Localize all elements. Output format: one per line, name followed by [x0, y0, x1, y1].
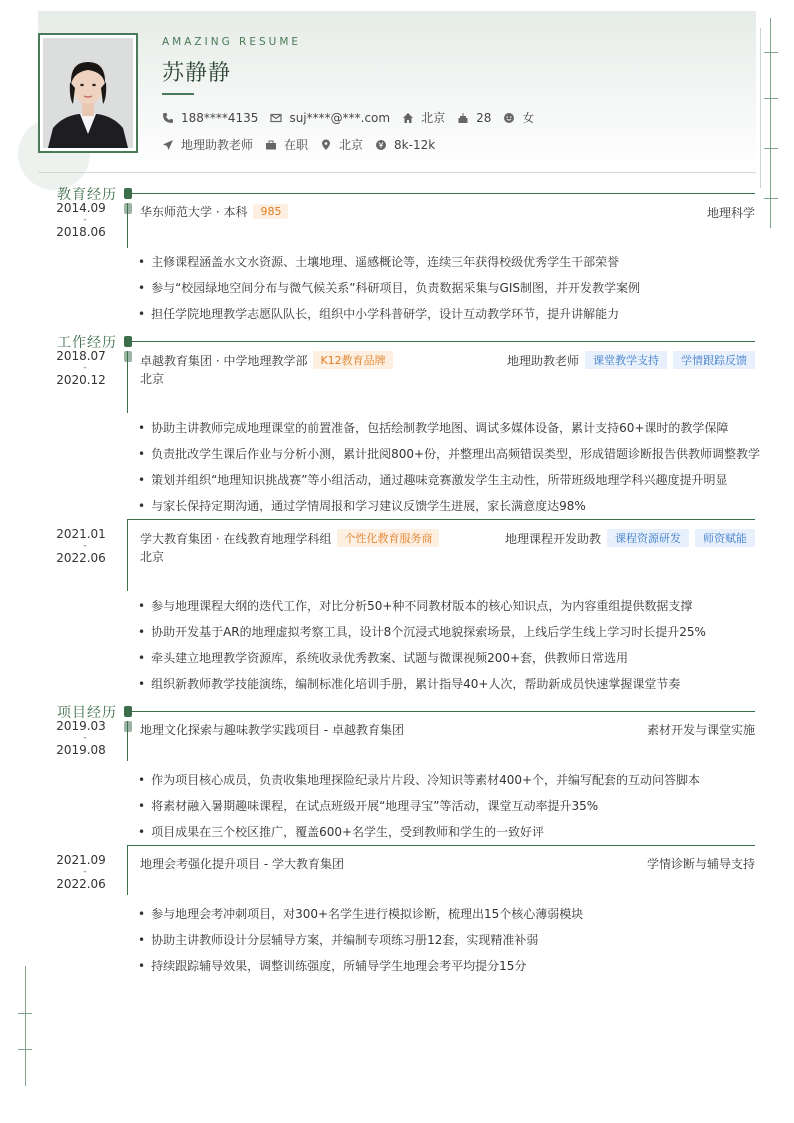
- avatar: [43, 38, 133, 148]
- skill-tag: 课堂教学支持: [585, 351, 667, 369]
- email-item: [270, 111, 390, 125]
- email-icon: [270, 112, 282, 124]
- date-separator: -: [83, 867, 87, 877]
- work1-company: [140, 351, 393, 369]
- school-name: 华东师范大学 · 本科: [140, 205, 248, 219]
- target-job-item: [162, 136, 253, 153]
- proj1-end-date: 2019.08: [56, 743, 106, 757]
- bullet-item: • 协助主讲教师完成地理课堂的前置准备，包括绘制教学地图、调试多媒体设备，累计支持60+课时的教学保障: [138, 419, 728, 436]
- section-title-education: 教育经历: [57, 187, 117, 203]
- target-city-item: [320, 136, 363, 153]
- header-tagline: AMAZING RESUME: [162, 36, 302, 48]
- city-item: [402, 109, 445, 126]
- work2-location: 北京: [140, 550, 165, 564]
- section-rule: [128, 341, 755, 342]
- bullet-item: • 组织新教师教学技能演练，编制标准化培训手册，累计指导40+人次，帮助新成员快速掌握课堂节奏: [138, 675, 680, 692]
- age-text: 28: [476, 110, 492, 125]
- role-text: 地理课程开发助教: [504, 531, 601, 546]
- entry-timeline: [127, 721, 128, 761]
- date-separator: -: [83, 215, 87, 225]
- entry-timeline: [127, 351, 128, 413]
- proj1-start-date: 2019.03: [56, 719, 106, 733]
- entry-marker: [124, 721, 132, 732]
- salary-text: 8k-12k: [394, 137, 436, 152]
- gender-text: 女: [522, 111, 535, 125]
- section-rule: [128, 711, 755, 712]
- city-text: 北京: [421, 111, 446, 125]
- status-item: [265, 136, 308, 153]
- work2-end-date: 2022.06: [56, 551, 106, 565]
- section-title-project: 项目经历: [57, 705, 117, 721]
- entry-divider: [127, 845, 755, 846]
- role-text: 学情诊断与辅导支持: [646, 857, 755, 871]
- bullet-item: • 协助开发基于AR的地理虚拟考察工具，设计8个沉浸式地貌探索场景，上线后学生线上学习时长提升25%: [138, 623, 706, 640]
- age-item: [457, 111, 491, 125]
- phone-item: [162, 111, 258, 125]
- edu-school: [140, 203, 288, 220]
- proj1-name: 地理文化探索与趣味教学实践项目 - 卓越教育集团: [140, 723, 404, 737]
- skill-tag: 课程资源研发: [607, 529, 689, 547]
- email-text: suj****@***.com: [289, 110, 391, 125]
- target-city-text: 北京: [339, 138, 364, 152]
- entry-timeline: [127, 519, 128, 591]
- profile-photo: [38, 33, 138, 153]
- name-underline: [162, 93, 194, 95]
- bullet-item: • 将素材融入暑期趣味课程，在试点班级开展“地理寻宝”等活动，课堂互动率提升35%: [138, 797, 598, 814]
- bullet-item: • 负责批改学生课后作业与分析小测，累计批阅800+份，并整理出高频错误类型，形成错题诊断报告供教师调整教学: [138, 445, 760, 462]
- bullet-item: • 主修课程涵盖水文水资源、土壤地理、遥感概论等，连续三年获得校级优秀学生干部荣誉: [138, 253, 619, 270]
- bullet-item: • 与家长保持定期沟通，通过学情周报和学习建议反馈学生进展，家长满意度达98%: [138, 497, 586, 514]
- edu-start-date: 2014.09: [56, 201, 106, 215]
- role-text: 素材开发与课堂实施: [646, 723, 755, 737]
- location-pin-icon: [320, 139, 332, 151]
- edu-end-date: 2018.06: [56, 225, 106, 239]
- entry-marker: [124, 351, 132, 362]
- work2-role: [505, 529, 755, 547]
- target-job-text: 地理助教老师: [181, 138, 254, 152]
- proj2-start-date: 2021.09: [56, 853, 106, 867]
- money-icon: [375, 139, 387, 151]
- proj2-end-date: 2022.06: [56, 877, 106, 891]
- skill-tag: 师资赋能: [695, 529, 755, 547]
- right-decor-tick: [764, 52, 778, 53]
- status-text: 在职: [284, 138, 309, 152]
- company-badge: 个性化教育服务商: [337, 529, 439, 547]
- section-rule: [128, 193, 755, 194]
- bullet-item: • 作为项目核心成员，负责收集地理探险纪录片片段、冷知识等素材400+个，并编写配套的互动问答脚本: [138, 771, 700, 788]
- bullet-item: • 协助主讲教师设计分层辅导方案，并编制专项练习册12套，实现精准补弱: [138, 931, 538, 948]
- work1-location: 北京: [140, 372, 165, 386]
- portrait-image: [43, 38, 133, 148]
- school-badge: 985: [253, 204, 288, 219]
- smile-icon: [503, 112, 515, 124]
- phone-text: 188****4135: [181, 110, 259, 125]
- left-decor-tick: [18, 1049, 32, 1050]
- entry-marker: [124, 203, 132, 214]
- right-decor-line: [770, 18, 771, 228]
- date-separator: -: [83, 363, 87, 373]
- major-text: 地理科学: [706, 206, 755, 220]
- bullet-item: • 持续跟踪辅导效果，调整训练强度，所辅导学生地理会考平均提分15分: [138, 957, 526, 974]
- work1-start-date: 2018.07: [56, 349, 106, 363]
- right-decor-tick: [764, 98, 778, 99]
- date-separator: -: [83, 733, 87, 743]
- phone-icon: [162, 112, 174, 124]
- company-badge: K12教育品牌: [313, 351, 392, 369]
- bullet-item: • 策划并组织“地理知识挑战赛”等小组活动，通过趣味竞赛激发学生主动性，所带班级地理学科兴趣度提升明显: [138, 471, 728, 488]
- proj2-role: [647, 855, 755, 872]
- edu-major: [707, 204, 755, 221]
- bullet-item: • 参与地理课程大纲的迭代工作，对比分析50+种不同教材版本的核心知识点，为内容重组提供数据支撑: [138, 597, 692, 614]
- work2-company: [140, 529, 439, 547]
- bullet-item: • 项目成果在三个校区推广，覆盖600+名学生，受到教师和学生的一致好评: [138, 823, 544, 840]
- home-icon: [402, 112, 414, 124]
- cake-icon: [457, 112, 469, 124]
- date-separator: -: [83, 541, 87, 551]
- proj2-name: 地理会考强化提升项目 - 学大教育集团: [140, 857, 344, 871]
- bullet-item: • 牵头建立地理教学资源库，系统收录优秀教案、试题与微课视频200+套，供教师日常选用: [138, 649, 628, 666]
- bullet-item: • 参与地理会考冲刺项目，对300+名学生进行模拟诊断，梳理出15个核心薄弱模块: [138, 905, 583, 922]
- section-title-work: 工作经历: [57, 335, 117, 351]
- work1-role: [507, 351, 755, 369]
- entry-divider: [127, 519, 755, 520]
- entry-timeline: [127, 203, 128, 248]
- candidate-name: 苏静静: [162, 61, 232, 86]
- header-divider: [38, 172, 756, 173]
- skill-tag: 学情跟踪反馈: [673, 351, 755, 369]
- left-decor-tick: [18, 1013, 32, 1014]
- job-intent-row: [162, 136, 447, 153]
- briefcase-icon: [265, 139, 277, 151]
- left-decor-line: [25, 966, 26, 1086]
- right-decor-tick: [764, 148, 778, 149]
- entry-timeline: [127, 845, 128, 895]
- bullet-item: • 担任学院地理教学志愿队队长，组织中小学科普研学，设计互动教学环节，提升讲解能力: [138, 305, 619, 322]
- salary-item: [375, 138, 435, 152]
- company-name: 学大教育集团 · 在线教育地理学科组: [140, 531, 332, 546]
- right-decor-line-inner: [760, 28, 761, 188]
- contact-row: [162, 109, 546, 126]
- proj1-role: [647, 721, 755, 738]
- role-text: 地理助教老师: [506, 353, 579, 368]
- work2-start-date: 2021.01: [56, 527, 106, 541]
- send-icon: [162, 139, 174, 151]
- bullet-item: • 参与“校园绿地空间分布与微气候关系”科研项目，负责数据采集与GIS制图，并开发教学案例: [138, 279, 640, 296]
- work1-end-date: 2020.12: [56, 373, 106, 387]
- right-decor-tick: [764, 198, 778, 199]
- company-name: 卓越教育集团 · 中学地理教学部: [140, 353, 308, 368]
- gender-item: [503, 109, 534, 126]
